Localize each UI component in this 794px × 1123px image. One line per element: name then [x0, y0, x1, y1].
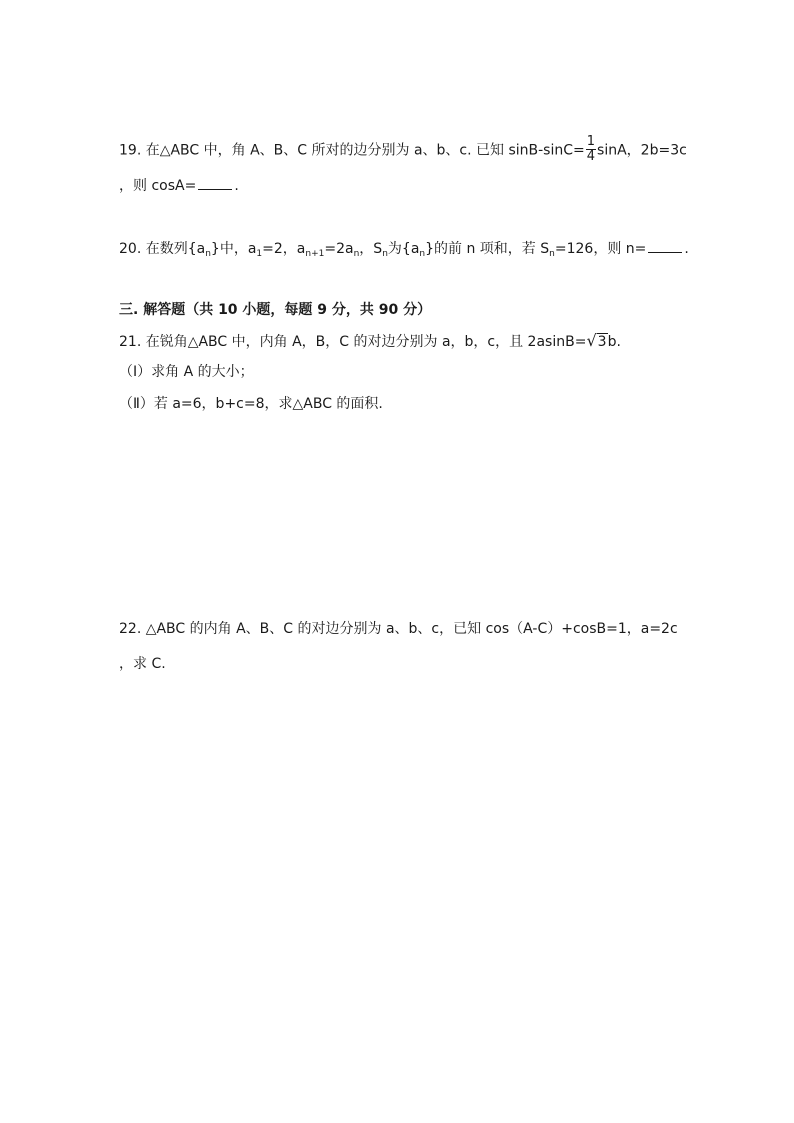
q20-seg-7: }的前 n 项和，若 S	[425, 241, 550, 257]
question-22-line-2: ，求 C.	[119, 656, 166, 672]
q20-sub-5: n	[382, 249, 388, 259]
question-19-line-1	[119, 136, 687, 165]
q20-seg-2: }中，a	[210, 241, 257, 257]
fraction-denominator: 4	[586, 149, 596, 164]
q20-sub-7: n	[549, 249, 555, 259]
q20-seg-5: ，S	[359, 241, 383, 257]
radical-sign: √	[586, 331, 597, 350]
q20-sub-6: n	[419, 249, 426, 259]
q20-seg-9: .	[684, 241, 689, 257]
fraction-numerator: 1	[586, 134, 596, 149]
q20-seg-4: =2a	[324, 241, 354, 257]
q20-seg-6: 为{a	[387, 241, 420, 257]
answer-blank	[198, 175, 232, 190]
q20-seg-8: =126，则 n=	[554, 241, 647, 257]
square-root-three	[586, 331, 607, 352]
question-19-line-2	[119, 175, 239, 196]
q20-sub-2: 1	[256, 249, 263, 259]
question-21-part-2: （Ⅱ）若 a=6，b+c=8，求△ABC 的面积.	[119, 396, 383, 412]
section-heading: 三. 解答题（共 10 小题，每题 9 分，共 90 分）	[119, 302, 432, 318]
question-20	[119, 238, 689, 259]
radicand: 3	[597, 334, 607, 350]
fraction-one-quarter	[586, 135, 596, 164]
question-21-text-a: 21. 在锐角△ABC 中，内角 A，B，C 的对边分别为 a，b，c，且 2asinB=	[119, 334, 587, 350]
question-19-text-b: sinA，2b=3c	[597, 142, 687, 159]
answer-blank	[648, 238, 682, 253]
question-19-text-a: 19. 在△ABC 中，角 A、B、C 所对的边分别为 a、b、c. 已知 sinB-sinC=	[119, 142, 585, 159]
question-22-line-1: 22. △ABC 的内角 A、B、C 的对边分别为 a、b、c，已知 cos（A-C）+cosB=1，a=2c	[119, 621, 678, 637]
question-21-line-1	[119, 331, 621, 352]
question-19-text-d: .	[234, 178, 239, 194]
question-21-part-1: （Ⅰ）求角 A 的大小；	[119, 364, 254, 380]
q20-sub-4: n	[353, 249, 360, 259]
question-19-text-c: ，则 cosA=	[119, 178, 197, 194]
q20-seg-1: 20. 在数列{a	[119, 241, 206, 257]
q20-seg-3: =2，a	[262, 241, 306, 257]
question-21-text-b: b.	[607, 334, 621, 350]
q20-sub-1: n	[205, 249, 211, 259]
q20-sub-3: n+1	[305, 249, 325, 259]
